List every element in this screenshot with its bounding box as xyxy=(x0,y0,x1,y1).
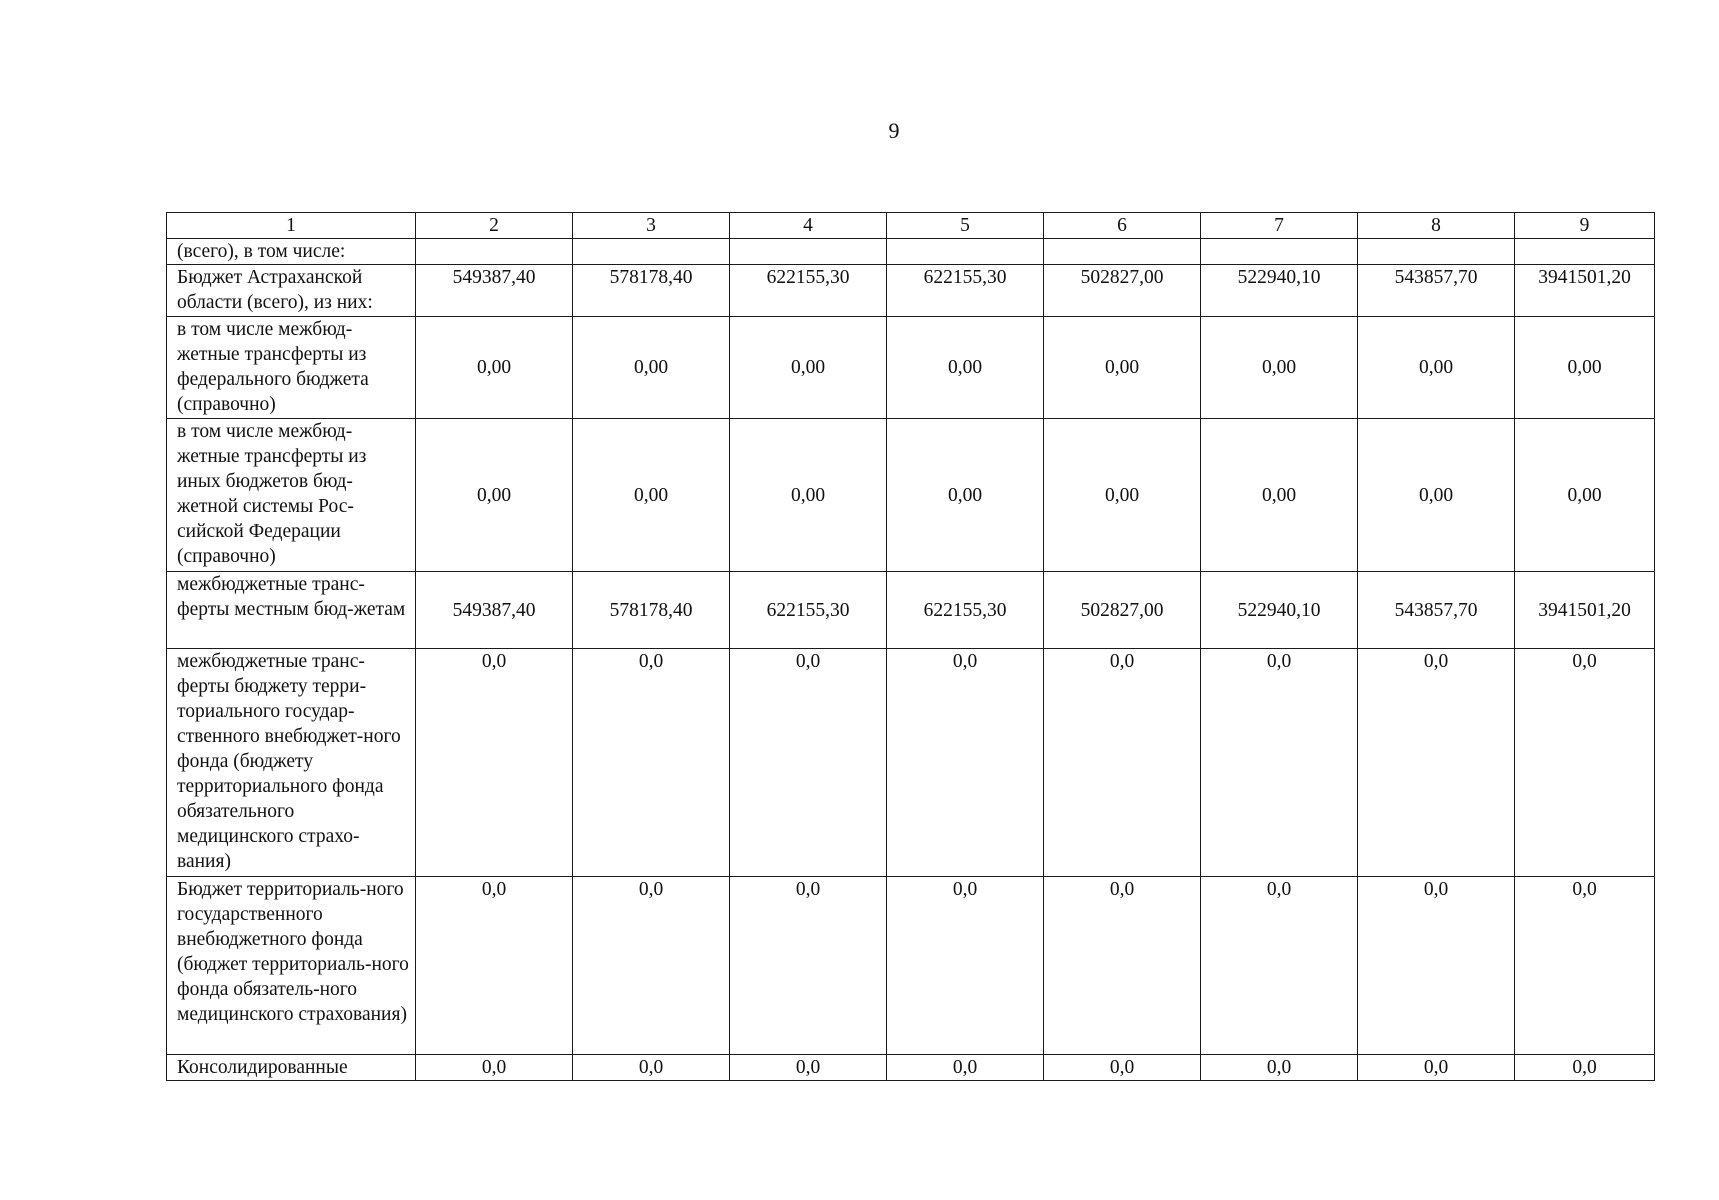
table-row xyxy=(167,317,1655,419)
table-cell: 0,00 xyxy=(1201,317,1358,419)
table-row xyxy=(167,265,1655,317)
table-cell: 0,0 xyxy=(1515,1055,1655,1081)
header-row xyxy=(167,213,1655,239)
table-cell: 0,0 xyxy=(730,877,887,1055)
table-cell: 622155,30 xyxy=(730,572,887,649)
column-header: 9 xyxy=(1515,213,1655,239)
table-cell: 0,0 xyxy=(887,649,1044,877)
table-cell: 0,00 xyxy=(1358,317,1515,419)
table-cell: 3941501,20 xyxy=(1515,572,1655,649)
table-cell: 0,0 xyxy=(573,877,730,1055)
column-header: 5 xyxy=(887,213,1044,239)
column-header: 3 xyxy=(573,213,730,239)
table-row xyxy=(167,419,1655,572)
table-cell: 543857,70 xyxy=(1358,265,1515,317)
table-cell: 0,00 xyxy=(1515,317,1655,419)
table-cell xyxy=(1515,239,1655,265)
table-cell: 522940,10 xyxy=(1201,572,1358,649)
table-cell: 0,0 xyxy=(1358,649,1515,877)
table-cell: 0,0 xyxy=(1201,1055,1358,1081)
table-row xyxy=(167,572,1655,649)
table-cell: 502827,00 xyxy=(1044,572,1201,649)
table-row xyxy=(167,239,1655,265)
table-cell xyxy=(1044,239,1201,265)
table-cell: 549387,40 xyxy=(416,572,573,649)
table-cell: 0,00 xyxy=(416,317,573,419)
table-cell: 0,0 xyxy=(1201,649,1358,877)
row-label: Бюджет Астраханской области (всего), из них: xyxy=(167,265,416,317)
table-cell: 0,0 xyxy=(1515,877,1655,1055)
table-cell: 0,0 xyxy=(1044,1055,1201,1081)
table-cell: 578178,40 xyxy=(573,265,730,317)
table-cell xyxy=(1201,239,1358,265)
table-cell: 622155,30 xyxy=(887,572,1044,649)
table-cell: 0,0 xyxy=(1515,649,1655,877)
table-cell: 0,00 xyxy=(1358,419,1515,572)
row-label: Консолидированные xyxy=(167,1055,416,1081)
column-header: 4 xyxy=(730,213,887,239)
table-cell: 0,0 xyxy=(1044,877,1201,1055)
column-header: 2 xyxy=(416,213,573,239)
table-cell: 0,0 xyxy=(1044,649,1201,877)
table-cell: 0,0 xyxy=(416,1055,573,1081)
table-cell: 622155,30 xyxy=(887,265,1044,317)
table-cell: 0,00 xyxy=(573,317,730,419)
table-cell: 0,0 xyxy=(1358,877,1515,1055)
table-cell: 0,00 xyxy=(416,419,573,572)
table-row xyxy=(167,649,1655,877)
table-cell: 0,0 xyxy=(730,649,887,877)
table-cell: 0,00 xyxy=(730,317,887,419)
table-cell: 522940,10 xyxy=(1201,265,1358,317)
table-cell: 0,0 xyxy=(730,1055,887,1081)
table-cell: 549387,40 xyxy=(416,265,573,317)
table-cell xyxy=(1358,239,1515,265)
table-cell: 622155,30 xyxy=(730,265,887,317)
table-cell: 0,00 xyxy=(573,419,730,572)
table-row xyxy=(167,877,1655,1055)
table-cell: 0,00 xyxy=(730,419,887,572)
column-header: 1 xyxy=(167,213,416,239)
table-cell: 0,0 xyxy=(1358,1055,1515,1081)
budget-table xyxy=(166,212,1655,1081)
table-cell: 0,00 xyxy=(1044,419,1201,572)
row-label: межбюджетные транс-ферты бюджету терри-ториального государ-ственного внебюджет-ного фонда (бюджету территориального фонда обязательного медицинского страхо-вания) xyxy=(167,649,416,877)
column-header: 6 xyxy=(1044,213,1201,239)
table-cell: 0,0 xyxy=(887,877,1044,1055)
page-number: 9 xyxy=(888,118,900,143)
table-cell: 0,00 xyxy=(1044,317,1201,419)
table-cell: 578178,40 xyxy=(573,572,730,649)
table-cell xyxy=(573,239,730,265)
table-cell: 0,00 xyxy=(887,317,1044,419)
table-cell: 0,00 xyxy=(1515,419,1655,572)
column-header: 8 xyxy=(1358,213,1515,239)
table-cell: 543857,70 xyxy=(1358,572,1515,649)
row-label: в том числе межбюд-жетные трансферты из федерального бюджета (справочно) xyxy=(167,317,416,419)
table-cell: 0,0 xyxy=(416,877,573,1055)
table-cell: 0,00 xyxy=(887,419,1044,572)
table-row xyxy=(167,1055,1655,1081)
row-label: в том числе межбюд-жетные трансферты из иных бюджетов бюд-жетной системы Рос-сийской Федерации (справочно) xyxy=(167,419,416,572)
table-cell: 502827,00 xyxy=(1044,265,1201,317)
table-cell: 0,0 xyxy=(416,649,573,877)
table-cell: 0,0 xyxy=(887,1055,1044,1081)
table-cell: 0,0 xyxy=(573,649,730,877)
table-cell: 3941501,20 xyxy=(1515,265,1655,317)
table-cell xyxy=(887,239,1044,265)
table-cell xyxy=(416,239,573,265)
table-cell xyxy=(730,239,887,265)
table-cell: 0,00 xyxy=(1201,419,1358,572)
row-label: (всего), в том числе: xyxy=(167,239,416,265)
column-header: 7 xyxy=(1201,213,1358,239)
table-cell: 0,0 xyxy=(1201,877,1358,1055)
row-label: межбюджетные транс-ферты местным бюд-жетам xyxy=(167,572,416,649)
row-label: Бюджет территориаль-ного государственного внебюджетного фонда (бюджет территориаль-ного фонда обязатель-ного медицинского страхования) xyxy=(167,877,416,1055)
table-cell: 0,0 xyxy=(573,1055,730,1081)
